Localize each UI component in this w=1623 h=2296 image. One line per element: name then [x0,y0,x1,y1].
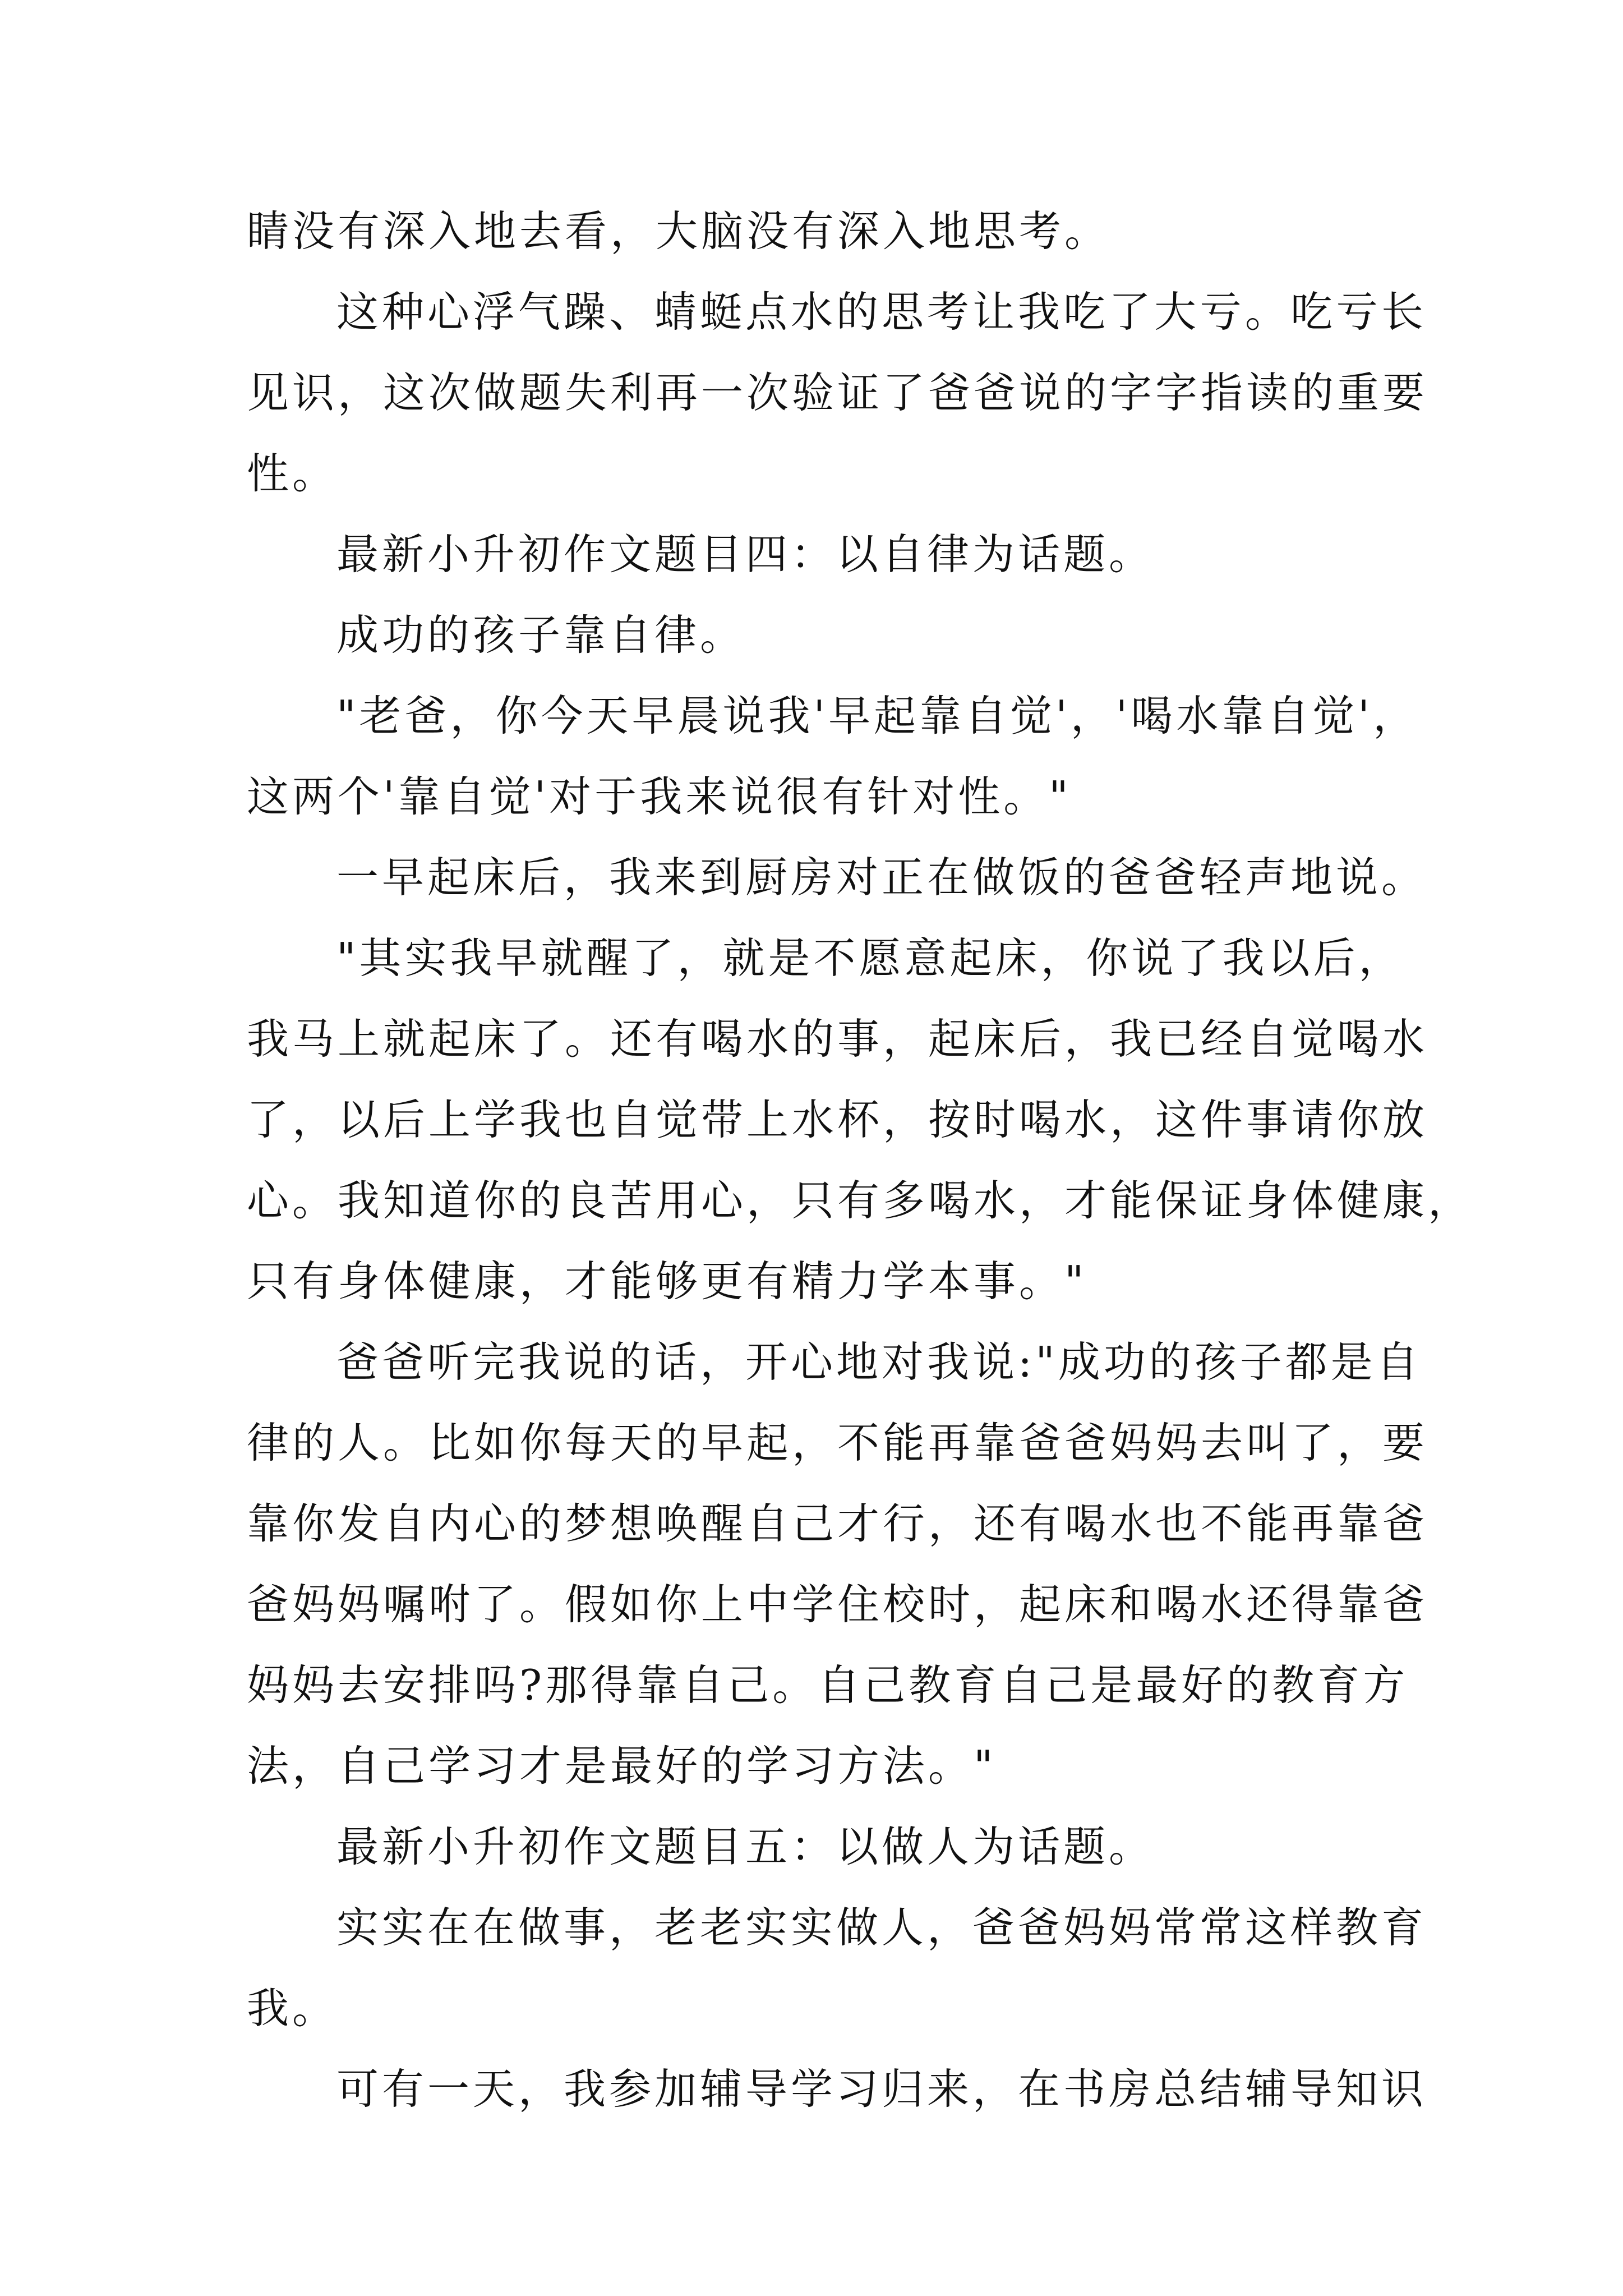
text-line: 靠你发自内心的梦想唤醒自己才行，还有喝水也不能再靠爸 [247,1499,1428,1548]
text-line: 实实在在做事，老老实实做人，爸爸妈妈常常这样教育 [336,1903,1427,1952]
text-line: "老爸，你今天早晨说我'早起靠自觉'，'喝水靠自觉'， [336,691,1418,740]
text-line: 见识，这次做题失利再一次验证了爸爸说的字字指读的重要 [247,368,1428,417]
text-line: 心。我知道你的良苦用心，只有多喝水，才能保证身体健康， [247,1176,1474,1225]
text-line: 性。 [247,449,338,498]
text-line: 了，以后上学我也自觉带上水杯，按时喝水，这件事请你放 [247,1095,1428,1144]
text-line: 律的人。比如你每天的早起，不能再靠爸爸妈妈去叫了，要 [247,1418,1428,1467]
text-line: "其实我早就醒了，就是不愿意起床，你说了我以后， [336,933,1404,983]
section-heading: 最新小升初作文题目四：以自律为话题。 [336,530,1155,579]
text-line: 睛没有深入地去看，大脑没有深入地思考。 [247,206,1110,256]
text-line: 可有一天，我参加辅导学习归来，在书房总结辅导知识 [336,2064,1427,2114]
text-line: 只有身体健康，才能够更有精力学本事。" [247,1257,1087,1306]
text-line: 法，自己学习才是最好的学习方法。" [247,1741,997,1791]
text-line: 这两个'靠自觉'对于我来说很有针对性。" [247,772,1072,821]
text-line: 我马上就起床了。还有喝水的事，起床后，我已经自觉喝水 [247,1014,1428,1064]
text-line: 妈妈去安排吗?那得靠自己。自己教育自己是最好的教育方 [247,1660,1409,1710]
essay-title: 成功的孩子靠自律。 [336,610,746,660]
text-line: 我。 [247,1984,338,2033]
text-line: 爸爸听完我说的话，开心地对我说:"成功的孩子都是自 [336,1337,1422,1387]
section-heading: 最新小升初作文题目五：以做人为话题。 [336,1822,1155,1871]
text-line: 这种心浮气躁、蜻蜓点水的思考让我吃了大亏。吃亏长 [336,287,1427,337]
text-line: 爸妈妈嘱咐了。假如你上中学住校时，起床和喝水还得靠爸 [247,1580,1428,1629]
body-text [247,191,1474,2129]
text-line: 一早起床后，我来到厨房对正在做饭的爸爸轻声地说。 [336,853,1427,902]
